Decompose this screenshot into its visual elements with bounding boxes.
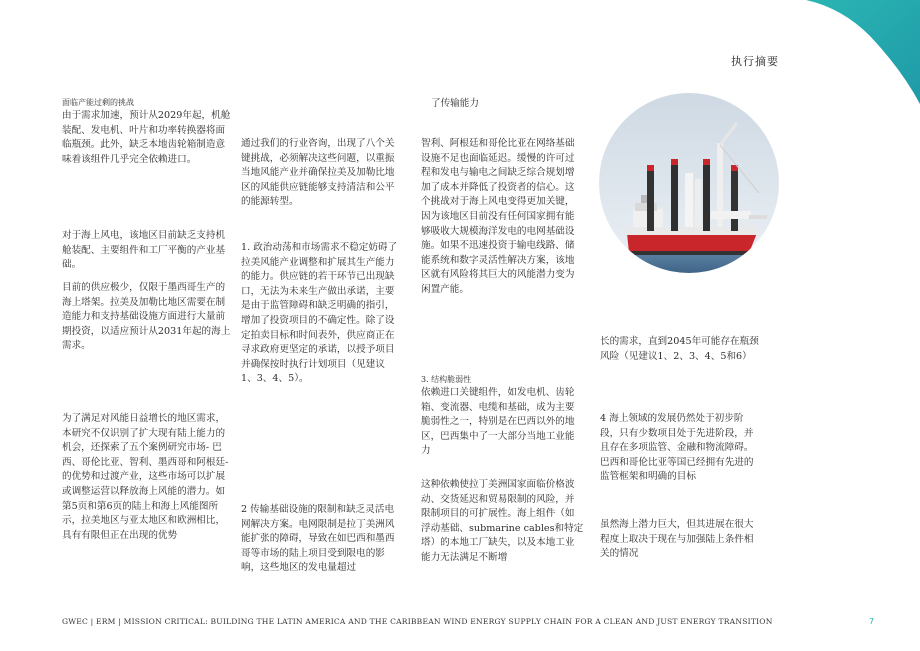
col1-paragraph-3: 目前的供应极少，仅限于墨西哥生产的海上塔架。拉美及加勒比地区需要在制造能力和支持基础设施方面进行大量前期投资，以适应预计从2031年起的海上需求。 [62,282,231,352]
col1-heading: 面临产能过剩的挑战 [62,98,134,107]
col3-paragraph-2: 智利、阿根廷和哥伦比亚在网络基础设施不足也面临延迟。缓慢的许可过程和发电与输电之间缺乏综合规划增加了成本并降低了投资者的信心。这个挑战对于海上风电变得更加关键，因为该地区目前没有任何国家拥有能够吸收大规模海洋发电的电网基础设施。如果不迅速投资于输电线路、储能系统和数字灵活性解决方案，该地区就有风险将其巨大的风能潜力变为闲置产能。 [421,138,575,295]
vessel-photo-svg [599,93,779,273]
col3-paragraph-3: 依赖进口关键组件，如发电机、齿轮箱、变流器、电缆和基础，成为主要脆弱性之一，特别是在巴西以外的地区，巴西集中了一大部分当地工业能力 [421,387,575,457]
col1-paragraph-1: 由于需求加速，预计从2029年起，机舱装配、发电机、叶片和功率转换器将面临瓶颈。此外，缺乏本地齿轮箱制造意味着该组件几乎完全依赖进口。 [62,110,231,165]
col3-section-3 [421,374,584,459]
col3-heading-structural: 3. 结构脆弱性 [421,375,472,384]
footer-text: GWEC | ERM | MISSION CRITICAL: BUILDING THE LATIN AMERICA AND THE CARIBBEAN WIND ENERGY SUPPLY CHAIN FOR A CLEAN AND JUST ENERGY TRANSITION [62,617,773,626]
col3-paragraph-4: 这种依赖使拉丁美洲国家面临价格波动、交货延迟和贸易限制的风险，并限制项目的可扩展性。海上组件（如浮动基础、submarine cables和特定塔）的本地工厂缺失，以及本地工业能力无法满足不断增 [421,479,584,563]
col4-paragraph-2: 4 海上领域的发展仍然处于初步阶段，只有少数项目处于先进阶段，并且存在多项监管、金融和物流障碍。巴西和哥伦比亚等国已经拥有先进的监管框架和明确的目标 [600,413,754,483]
col4-paragraph-3: 虽然海上潜力巨大，但其进展在很大程度上取决于现在与加强陆上条件相关的情况 [600,519,754,560]
col2-paragraph-3: 2 传输基础设施的限制和缺乏灵活电网解决方案。电网限制是拉丁美洲风能扩张的障碍，导致在如巴西和墨西哥等市场的陆上项目受到限电的影响，这些地区的发电量超过 [241,504,395,574]
col1-paragraph-4: 为了满足对风能日益增长的地区需求，本研究不仅识别了扩大现有陆上能力的机会，还探索了五个案例研究市场- 巴西、哥伦比亚、智利、墨西哥和阿根廷- 的优势和过渡产业，这些市场可以扩展或调整运营以释放海上风能的潜力。如第5页和第6页的陆上和海上风能图所示，拉美地区与亚太地区和欧洲相比，具有有限但正在出现的优势 [62,413,229,541]
col2-paragraph-1: 通过我们的行业咨询，出现了八个关键挑战，必须解决这些问题，以重振当地风能产业并确保拉美及加勒比地区的风能供应链能够支持清洁和公平的能源转型。 [241,138,395,208]
col1-paragraph-2: 对于海上风电，该地区目前缺乏支持机舱装配、主要组件和工厂平衡的产业基础。 [62,230,226,271]
page-number: 7 [869,617,875,626]
col4-paragraph-1: 长的需求，直到2045年可能存在瓶颈风险（见建议1、2、3、4、5和6） [600,336,759,362]
section-title: 执行摘要 [731,55,779,68]
col1-section [62,97,232,167]
col3-paragraph-1: 了传输能力 [431,98,479,109]
vessel-photo [599,93,779,273]
col2-paragraph-2: 1. 政治动荡和市场需求不稳定妨碍了拉美风能产业调整和扩展其生产能力的能力。供应链的若干环节已出现缺口，无法为未来生产做出承诺，主要是由于监管障碍和缺乏明确的指引，增加了投资项目的不确定性。除了设定拍卖目标和时间表外，供应商正在寻求政府更坚定的承诺，以授予项目并确保按时执行计划项目（见建议1、3、4、5）。 [241,242,398,385]
